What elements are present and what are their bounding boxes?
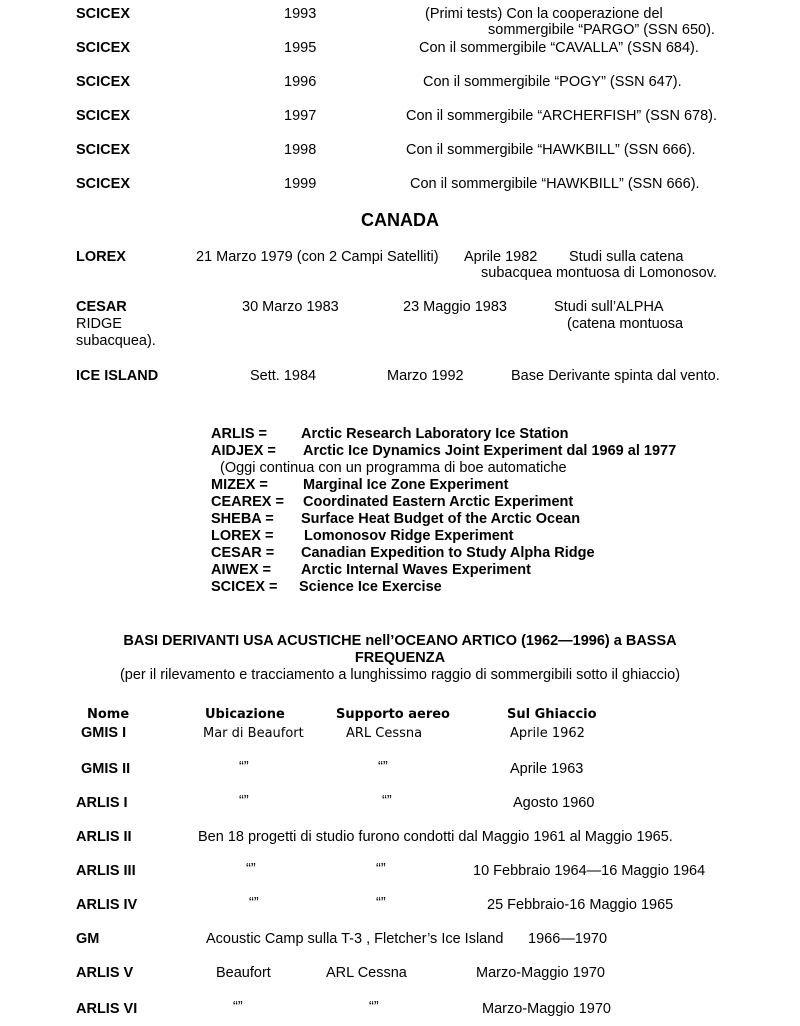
row-year: 1996: [284, 74, 317, 90]
row-date: 10 Febbraio 1964—16 Maggio 1964: [473, 863, 706, 879]
row-support: “”: [369, 999, 379, 1015]
row-start: 30 Marzo 1983: [242, 299, 339, 315]
acronym-note: (Oggi continua con un programma di boe automatiche: [220, 460, 567, 476]
acronym-full: Arctic Ice Dynamics Joint Experiment dal 1969 al 1977: [303, 443, 677, 459]
row-name: ARLIS II: [76, 829, 132, 845]
acronym-full: Canadian Expedition to Study Alpha Ridge: [301, 545, 595, 561]
row-year: 1998: [284, 142, 317, 158]
acronym-abbr: SCICEX =: [211, 579, 278, 595]
row-desc-line2: subacquea montuosa di Lomonosov.: [481, 265, 717, 281]
row-location: Beaufort: [216, 965, 271, 981]
row-support: “”: [382, 793, 392, 809]
row-desc: Con il sommergibile “ARCHERFISH” (SSN 678).: [406, 108, 718, 124]
row-location: “”: [239, 759, 249, 775]
row-date: Aprile 1963: [510, 761, 584, 777]
row-name: ICE ISLAND: [76, 368, 159, 384]
row-desc: Ben 18 progetti di studio furono condotti dal Maggio 1961 al Maggio 1965.: [198, 829, 673, 845]
acronym-abbr: AIDJEX =: [211, 443, 276, 459]
basi-title-cont: FREQUENZA: [354, 650, 446, 666]
row-desc: Acoustic Camp sulla T-3 , Fletcher’s Ice Island: [206, 931, 504, 947]
row-location: “”: [239, 793, 249, 809]
row-date: 1966—1970: [528, 931, 608, 947]
row-name: ARLIS I: [76, 795, 128, 811]
acronym-full: Coordinated Eastern Arctic Experiment: [303, 494, 574, 510]
row-date: Marzo-Maggio 1970: [482, 1001, 611, 1017]
acronym-abbr: CESAR =: [211, 545, 275, 561]
row-name: SCICEX: [76, 142, 130, 158]
row-date: Agosto 1960: [513, 795, 595, 811]
row-location: “”: [246, 861, 256, 877]
header-ghiaccio: Sul Ghiaccio: [507, 707, 597, 722]
row-name: ARLIS V: [76, 965, 134, 981]
row-start: Sett. 1984: [250, 368, 317, 384]
row-desc: Con il sommergibile “POGY” (SSN 647).: [423, 74, 682, 90]
row-name: SCICEX: [76, 6, 130, 22]
row-end: Marzo 1992: [387, 368, 464, 384]
header-ubicazione: Ubicazione: [205, 707, 285, 722]
row-support: “”: [376, 861, 386, 877]
row-support: “”: [376, 895, 386, 911]
row-desc-line3: subacquea).: [76, 333, 156, 349]
row-start: 21 Marzo 1979 (con 2 Campi Satelliti): [196, 249, 439, 265]
header-supporto: Supporto aereo: [336, 707, 450, 722]
basi-subtitle: (per il rilevamento e tracciamento a lunghissimo raggio di sommergibili sotto il ghiaccio): [119, 667, 681, 683]
row-desc: Base Derivante spinta dal vento.: [511, 368, 720, 384]
row-end: Aprile 1982: [464, 249, 538, 265]
row-name: LOREX: [76, 249, 126, 265]
row-desc-ridge: RIDGE: [76, 316, 122, 332]
row-name: GM: [76, 931, 100, 947]
row-date: 25 Febbraio-16 Maggio 1965: [487, 897, 674, 913]
acronym-abbr: SHEBA =: [211, 511, 274, 527]
row-name: CESAR: [76, 299, 127, 315]
row-name: ARLIS VI: [76, 1001, 138, 1017]
row-year: 1999: [284, 176, 317, 192]
header-nome: Nome: [87, 707, 130, 722]
row-desc-line1: Studi sull’ALPHA: [554, 299, 664, 315]
acronym-full: Marginal Ice Zone Experiment: [303, 477, 509, 493]
row-name: SCICEX: [76, 108, 130, 124]
row-name: SCICEX: [76, 40, 130, 56]
basi-title: BASI DERIVANTI USA ACUSTICHE nell’OCEANO ARTICO (1962—1996) a BASSA: [123, 633, 677, 649]
row-year: 1997: [284, 108, 317, 124]
row-support: ARL Cessna: [346, 726, 423, 741]
row-desc: Con il sommergibile “CAVALLA” (SSN 684).: [419, 40, 699, 56]
acronym-abbr: ARLIS =: [211, 426, 267, 442]
row-end: 23 Maggio 1983: [403, 299, 507, 315]
row-support: ARL Cessna: [326, 965, 407, 981]
acronym-full: Arctic Research Laboratory Ice Station: [301, 426, 569, 442]
row-desc: Con il sommergibile “HAWKBILL” (SSN 666).: [406, 142, 696, 158]
acronym-full: Science Ice Exercise: [299, 579, 442, 595]
acronym-abbr: LOREX =: [211, 528, 274, 544]
row-name: ARLIS IV: [76, 897, 138, 913]
row-name: GMIS II: [81, 761, 131, 777]
row-desc-line2: sommergibile “PARGO” (SSN 650).: [488, 22, 715, 38]
row-desc-line1: Studi sulla catena: [569, 249, 684, 265]
row-name: SCICEX: [76, 176, 130, 192]
row-name: ARLIS III: [76, 863, 136, 879]
row-date: Marzo-Maggio 1970: [476, 965, 605, 981]
row-location: “”: [233, 999, 243, 1015]
row-location: “”: [249, 895, 259, 911]
acronym-full: Lomonosov Ridge Experiment: [304, 528, 514, 544]
row-support: “”: [378, 759, 388, 775]
acronym-full: Surface Heat Budget of the Arctic Ocean: [301, 511, 581, 527]
acronym-abbr: CEAREX =: [211, 494, 284, 510]
row-date: Aprile 1962: [510, 726, 585, 741]
canada-heading: CANADA: [361, 210, 439, 230]
row-desc: Con il sommergibile “HAWKBILL” (SSN 666).: [410, 176, 700, 192]
row-year: 1993: [284, 6, 317, 22]
acronym-abbr: MIZEX =: [211, 477, 268, 493]
acronym-full: Arctic Internal Waves Experiment: [301, 562, 531, 578]
acronym-abbr: AIWEX =: [211, 562, 272, 578]
row-name: SCICEX: [76, 74, 130, 90]
row-year: 1995: [284, 40, 317, 56]
row-name: GMIS I: [81, 725, 127, 741]
row-location: Mar di Beaufort: [203, 726, 304, 741]
row-desc-line2: (catena montuosa: [567, 316, 684, 332]
row-desc-line1: (Primi tests) Con la cooperazione del: [425, 6, 663, 22]
